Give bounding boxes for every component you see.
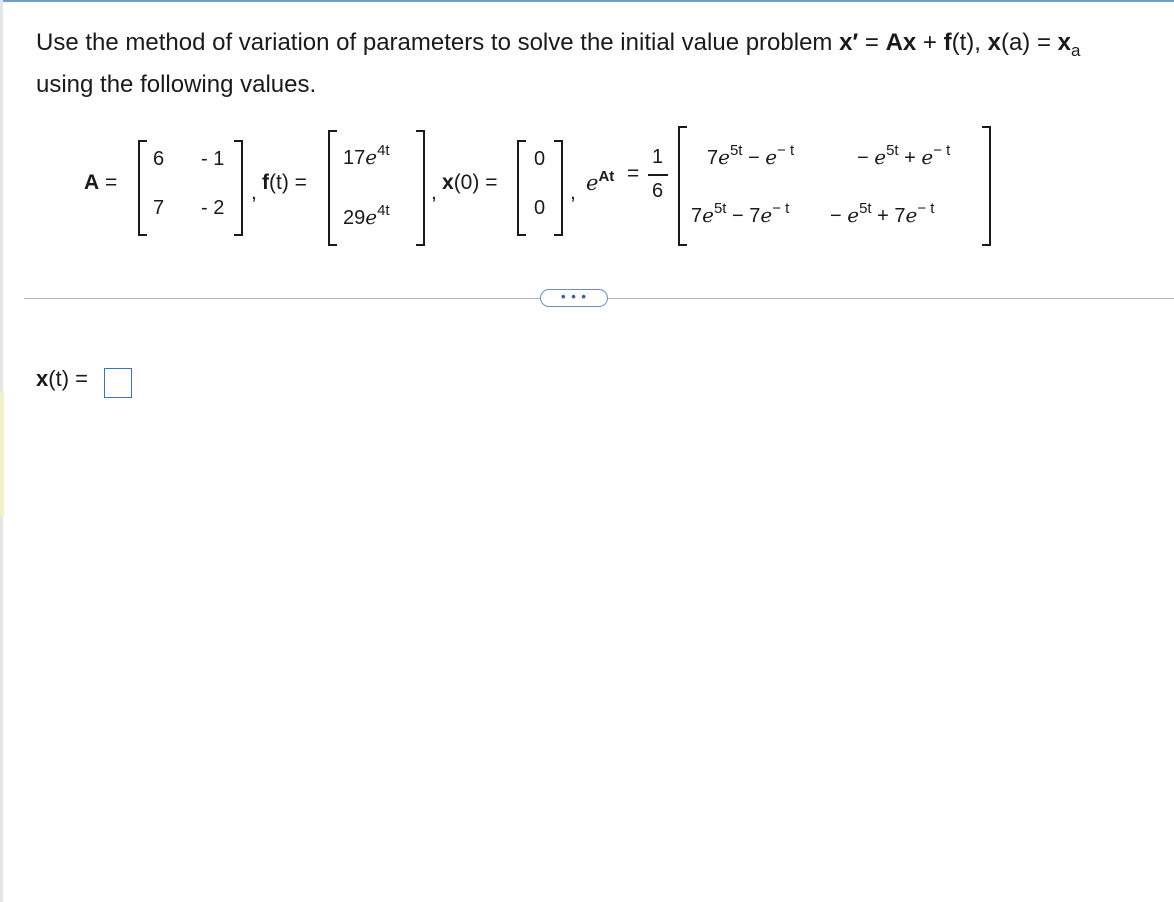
x0-label: x(0) = <box>442 171 498 194</box>
question-line-2: using the following values. <box>36 71 317 98</box>
question-prompt: Use the method of variation of parameters to solve the initial value problem x′ = Ax + f(t), $x(a) = x_a$ using the following values. <box>36 29 1081 98</box>
fraction-denominator: 6 <box>652 180 664 202</box>
answer-input[interactable] <box>104 368 132 398</box>
matrix-A-label: A = <box>84 171 118 194</box>
top-accent-line <box>0 0 1174 2</box>
eAt-equals: = <box>627 162 640 185</box>
f-label: f(t) = <box>262 171 307 194</box>
comma-3: , <box>570 181 576 204</box>
fraction-bar <box>648 174 668 176</box>
fraction-numerator: 1 <box>652 146 664 168</box>
comma-1: , <box>251 181 257 204</box>
eAt-label: $e^{At}$ <box>586 168 615 195</box>
left-highlight-mark <box>0 392 4 516</box>
comma-2: , <box>431 181 437 204</box>
answer-label: x(t) = <box>36 366 88 391</box>
show-more-button[interactable]: • • • <box>540 289 608 307</box>
